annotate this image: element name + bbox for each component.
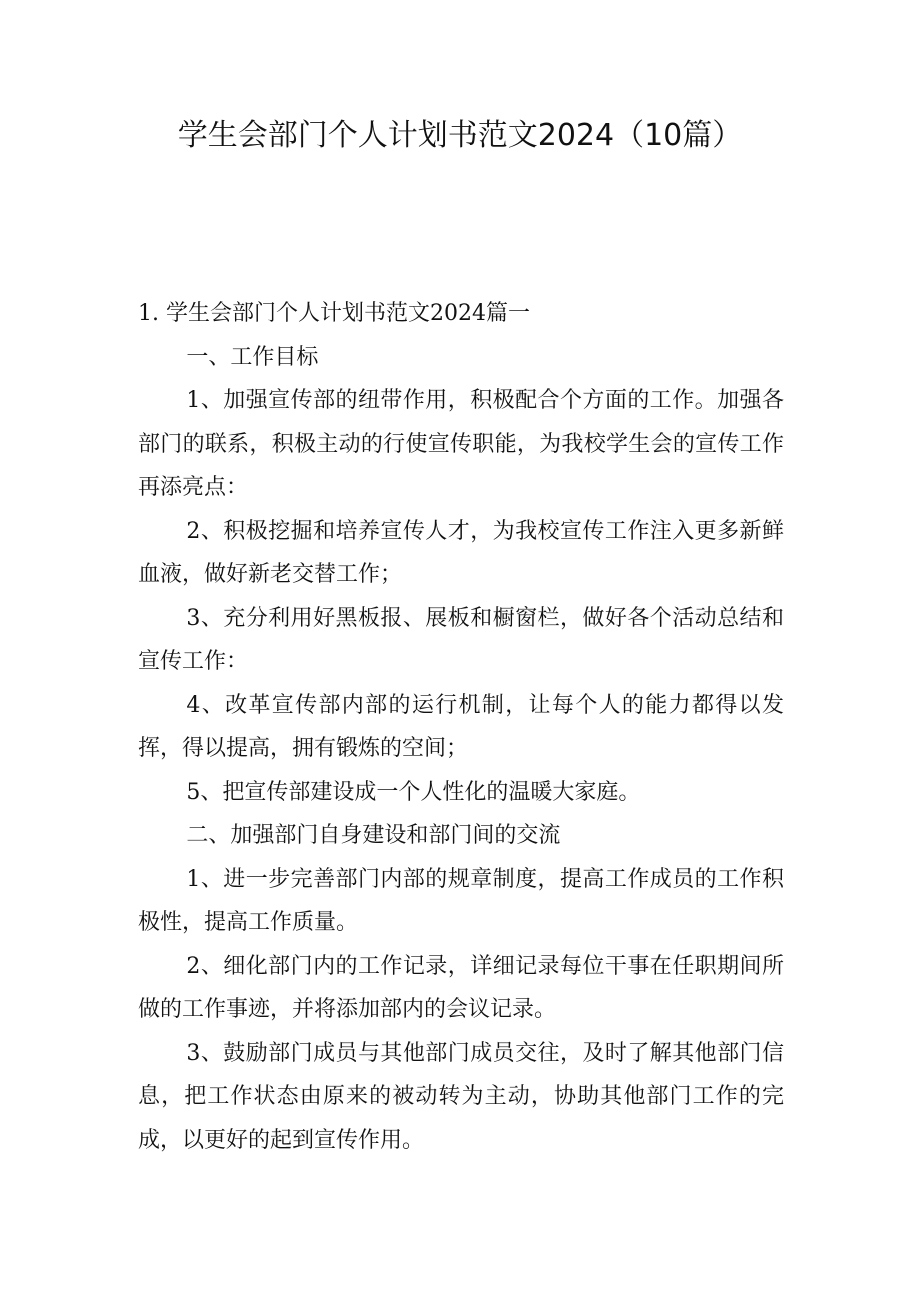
section-heading: 1. 学生会部门个人计划书范文2024篇一 <box>138 301 530 326</box>
paragraph: 2、积极挖掘和培养宣传人才，为我校宣传工作注入更多新鲜血液，做好新老交替工作； <box>138 518 784 587</box>
paragraph: 3、鼓励部门成员与其他部门成员交往，及时了解其他部门信息，把工作状态由原来的被动转为主动，协助其他部门工作的完成，以更好的起到宣传作用。 <box>138 1040 784 1153</box>
subheading-department-building: 二、加强部门自身建设和部门间的交流 <box>186 823 561 848</box>
document-title: 学生会部门个人计划书范文2024（10篇） <box>177 118 743 153</box>
subheading-goals: 一、工作目标 <box>186 344 319 370</box>
paragraph: 5、把宣传部建设成一个人性化的温暖大家庭。 <box>186 779 641 805</box>
paragraph: 4、改革宣传部内部的运行机制，让每个人的能力都得以发挥，得以提高，拥有锻炼的空间； <box>138 692 784 761</box>
paragraph: 1、加强宣传部的纽带作用，积极配合个方面的工作。加强各部门的联系，积极主动的行使宣传职能，为我校学生会的宣传工作再添亮点： <box>138 388 784 500</box>
paragraph: 1、进一步完善部门内部的规章制度，提高工作成员的工作积极性，提高工作质量。 <box>138 866 784 935</box>
document-body <box>138 292 784 1162</box>
paragraph: 3、充分利用好黑板报、展板和橱窗栏，做好各个活动总结和宣传工作： <box>138 605 784 674</box>
paragraph: 2、细化部门内的工作记录，详细记录每位干事在任职期间所做的工作事迹，并将添加部内的会议记录。 <box>138 953 784 1022</box>
